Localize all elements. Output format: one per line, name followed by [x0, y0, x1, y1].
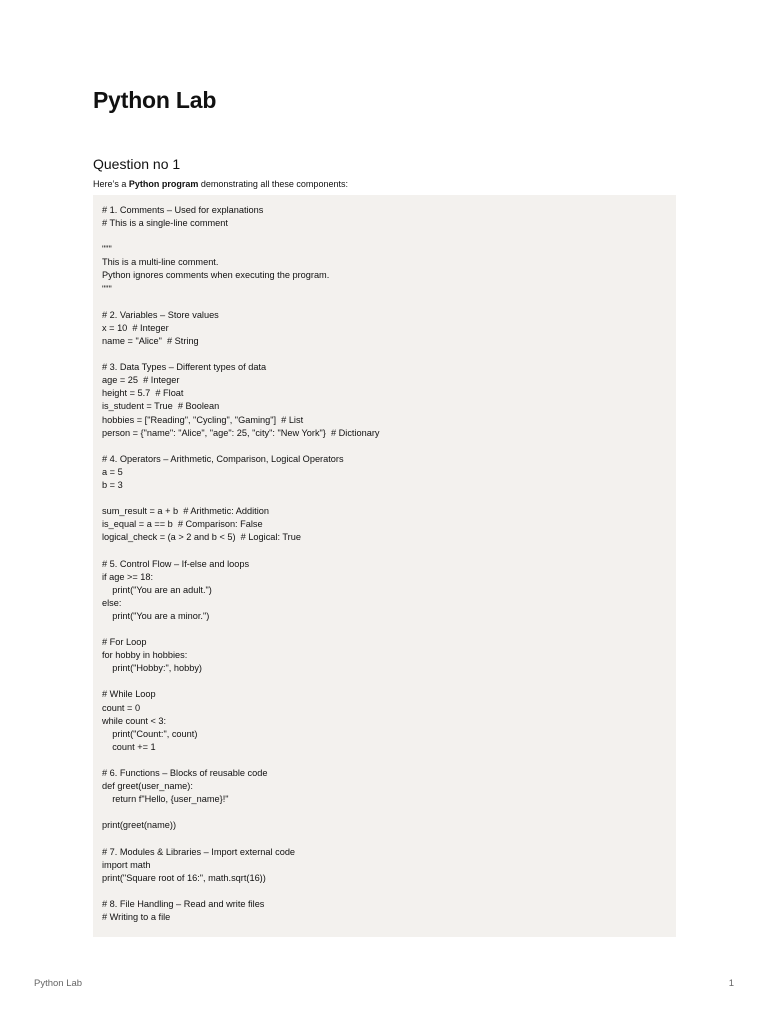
code-line — [102, 754, 667, 767]
code-line: # 1. Comments – Used for explanations — [102, 205, 264, 215]
code-line: print("You are a minor.") — [102, 610, 210, 621]
intro-text-after: demonstrating all these components: — [198, 179, 348, 189]
code-line: if age >= 18: — [102, 571, 154, 582]
code-line: # 5. Control Flow – If-else and loops — [102, 558, 250, 569]
code-line: Python ignores comments when executing the program. — [102, 270, 330, 281]
code-line: person = {"name": "Alice", "age": 25, "city": "New York"} # Dictionary — [102, 427, 380, 438]
code-line: # 4. Operators – Arithmetic, Comparison, Logical Operators — [102, 453, 344, 464]
code-line: else: — [102, 597, 122, 608]
code-line — [102, 806, 667, 819]
code-line: def greet(user_name): — [102, 781, 193, 792]
code-line: # Writing to a file — [102, 912, 171, 923]
code-line: # This is a single-line comment — [102, 218, 228, 229]
code-line: logical_check = (a > 2 and b < 5) # Logical: True — [102, 532, 301, 543]
code-line: count = 0 — [102, 702, 141, 713]
code-line: """ — [102, 283, 112, 294]
code-line: # 7. Modules & Libraries – Import external code — [102, 846, 296, 857]
code-line: # 3. Data Types – Different types of data — [102, 362, 267, 373]
code-line: # For Loop — [102, 637, 147, 648]
code-line — [102, 348, 667, 361]
code-line: # 6. Functions – Blocks of reusable code — [102, 768, 268, 779]
code-line: for hobby in hobbies: — [102, 650, 188, 661]
code-line: height = 5.7 # Float — [102, 388, 184, 399]
intro-paragraph — [93, 177, 348, 191]
code-line — [102, 544, 667, 557]
code-line: count += 1 — [102, 741, 156, 752]
code-line: while count < 3: — [102, 715, 167, 726]
intro-text-before: Here’s a — [93, 179, 129, 189]
code-line — [102, 885, 667, 898]
code-line: # 2. Variables – Store values — [102, 309, 219, 320]
page-number: 1 — [728, 978, 734, 989]
code-line: print(greet(name)) — [102, 820, 177, 831]
code-line: import math — [102, 859, 151, 870]
code-block — [93, 195, 676, 937]
code-line: return f"Hello, {user_name}!" — [102, 794, 229, 805]
code-line: b = 3 — [102, 479, 123, 490]
code-line: This is a multi-line comment. — [102, 257, 219, 268]
code-line — [102, 230, 667, 243]
code-line — [102, 833, 667, 846]
section-heading: Question no 1 — [93, 156, 181, 172]
code-line: hobbies = ["Reading", "Cycling", "Gaming"] # List — [102, 414, 304, 425]
code-line: age = 25 # Integer — [102, 375, 180, 386]
intro-text-bold: Python program — [128, 179, 199, 189]
code-line: # 8. File Handling – Read and write files — [102, 898, 265, 909]
code-line — [102, 623, 667, 636]
code-line — [102, 296, 667, 309]
code-line: print("Count:", count) — [102, 728, 198, 739]
code-line: name = "Alice" # String — [102, 335, 199, 346]
code-line: print("Hobby:", hobby) — [102, 663, 202, 674]
code-line: is_equal = a == b # Comparison: False — [102, 519, 263, 530]
code-line: sum_result = a + b # Arithmetic: Addition — [102, 506, 269, 517]
code-line: print("Square root of 16:", math.sqrt(16)) — [102, 872, 266, 883]
code-line: is_student = True # Boolean — [102, 401, 220, 412]
code-line — [102, 440, 667, 453]
code-line: a = 5 — [102, 466, 123, 477]
code-line: print("You are an adult.") — [102, 584, 212, 595]
code-line: # While Loop — [102, 689, 156, 700]
code-line — [102, 675, 667, 688]
code-line: """ — [102, 244, 112, 255]
footer-title: Python Lab — [34, 978, 83, 989]
page-title: Python Lab — [93, 87, 217, 113]
code-line — [102, 492, 667, 505]
code-line: x = 10 # Integer — [102, 322, 169, 333]
